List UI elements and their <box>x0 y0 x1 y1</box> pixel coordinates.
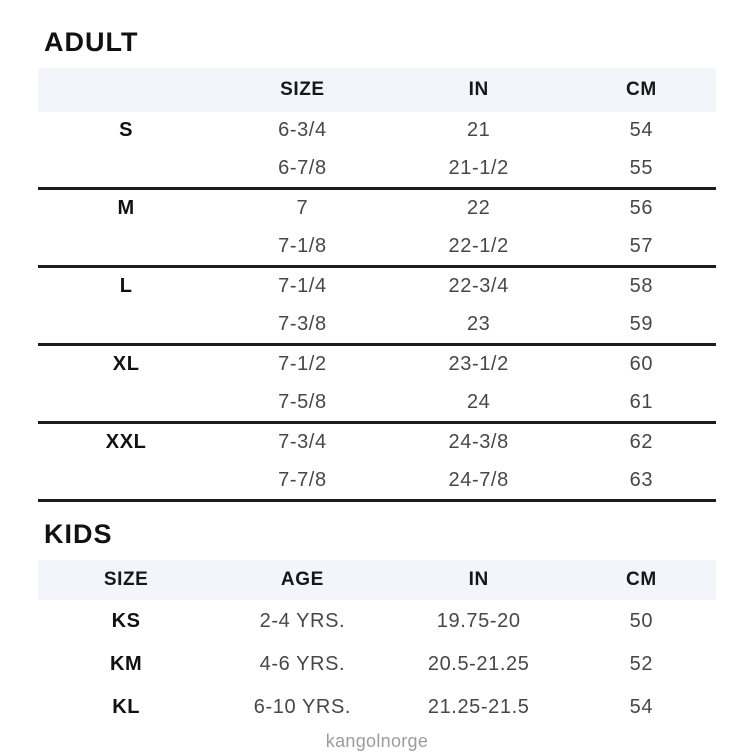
adult-group-s <box>38 112 716 190</box>
table-row <box>38 686 716 729</box>
column-header-in: IN <box>468 569 489 590</box>
cm-value: 63 <box>629 468 654 491</box>
adult-group-m <box>38 190 716 268</box>
kids-size-label: KM <box>109 653 143 675</box>
age-value: 6-10 YRS. <box>253 696 352 718</box>
table-row <box>38 306 716 344</box>
brand-watermark: kangolnorge <box>325 731 429 751</box>
inches-value: 21.25-21.5 <box>427 696 530 718</box>
inches-value: 23 <box>466 312 491 335</box>
hat-size-value: 6-3/4 <box>278 119 327 142</box>
inches-value: 22-3/4 <box>448 275 509 298</box>
cm-value: 54 <box>629 119 654 142</box>
column-header-size: SIZE <box>103 569 149 590</box>
cm-value: 61 <box>629 390 654 413</box>
inches-value: 21 <box>466 119 491 142</box>
cm-value: 59 <box>629 312 654 335</box>
inches-value: 19.75-20 <box>436 610 521 632</box>
table-row <box>38 112 716 150</box>
size-group-label: M <box>117 197 135 220</box>
hat-size-value: 7-3/4 <box>278 431 327 454</box>
adult-section-title: ADULT <box>44 27 139 57</box>
inches-value: 24-7/8 <box>448 468 509 491</box>
inches-value: 21-1/2 <box>448 156 509 179</box>
hat-size-value: 7-1/4 <box>278 275 327 298</box>
cm-value: 55 <box>629 156 654 179</box>
adult-size-table <box>38 68 716 502</box>
cm-value: 50 <box>629 610 654 632</box>
table-row <box>38 424 716 462</box>
hat-size-value: 6-7/8 <box>278 156 327 179</box>
cm-value: 58 <box>629 275 654 298</box>
age-value: 4-6 YRS. <box>259 653 346 675</box>
hat-size-value: 7-5/8 <box>278 390 327 413</box>
table-row <box>38 643 716 686</box>
hat-size-value: 7-1/2 <box>278 353 327 376</box>
adult-group-xxl <box>38 424 716 502</box>
adult-table-header <box>38 68 716 112</box>
cm-value: 60 <box>629 353 654 376</box>
age-value: 2-4 YRS. <box>259 610 346 632</box>
inches-value: 22-1/2 <box>448 234 509 257</box>
inches-value: 23-1/2 <box>448 353 509 376</box>
size-group-label: S <box>119 119 134 142</box>
hat-size-value: 7 <box>296 197 309 220</box>
size-group-label: XXL <box>105 431 147 454</box>
cm-value: 62 <box>629 431 654 454</box>
inches-value: 24-3/8 <box>448 431 509 454</box>
table-row <box>38 150 716 188</box>
table-row <box>38 190 716 228</box>
table-row <box>38 462 716 500</box>
adult-group-xl <box>38 346 716 424</box>
inches-value: 24 <box>466 390 491 413</box>
column-header-size: SIZE <box>280 79 325 100</box>
table-row <box>38 600 716 643</box>
size-group-label: XL <box>112 353 140 376</box>
column-header-in: IN <box>468 79 489 100</box>
size-group-label: L <box>119 275 133 298</box>
kids-size-table <box>38 560 716 729</box>
cm-value: 57 <box>629 234 654 257</box>
table-row <box>38 346 716 384</box>
cm-value: 56 <box>629 197 654 220</box>
hat-size-value: 7-1/8 <box>278 234 327 257</box>
column-header-cm: CM <box>626 79 657 100</box>
hat-size-value: 7-7/8 <box>278 468 327 491</box>
cm-value: 54 <box>629 696 654 718</box>
kids-size-label: KL <box>112 696 141 718</box>
table-row <box>38 384 716 422</box>
kids-section-title: KIDS <box>44 519 113 549</box>
column-header-age: AGE <box>280 569 324 590</box>
kids-size-label: KS <box>111 610 141 632</box>
inches-value: 22 <box>466 197 491 220</box>
hat-size-value: 7-3/8 <box>278 312 327 335</box>
inches-value: 20.5-21.25 <box>427 653 530 675</box>
column-header-cm: CM <box>626 569 657 590</box>
kids-table-header <box>38 560 716 600</box>
table-row <box>38 228 716 266</box>
cm-value: 52 <box>629 653 654 675</box>
table-row <box>38 268 716 306</box>
adult-group-l <box>38 268 716 346</box>
